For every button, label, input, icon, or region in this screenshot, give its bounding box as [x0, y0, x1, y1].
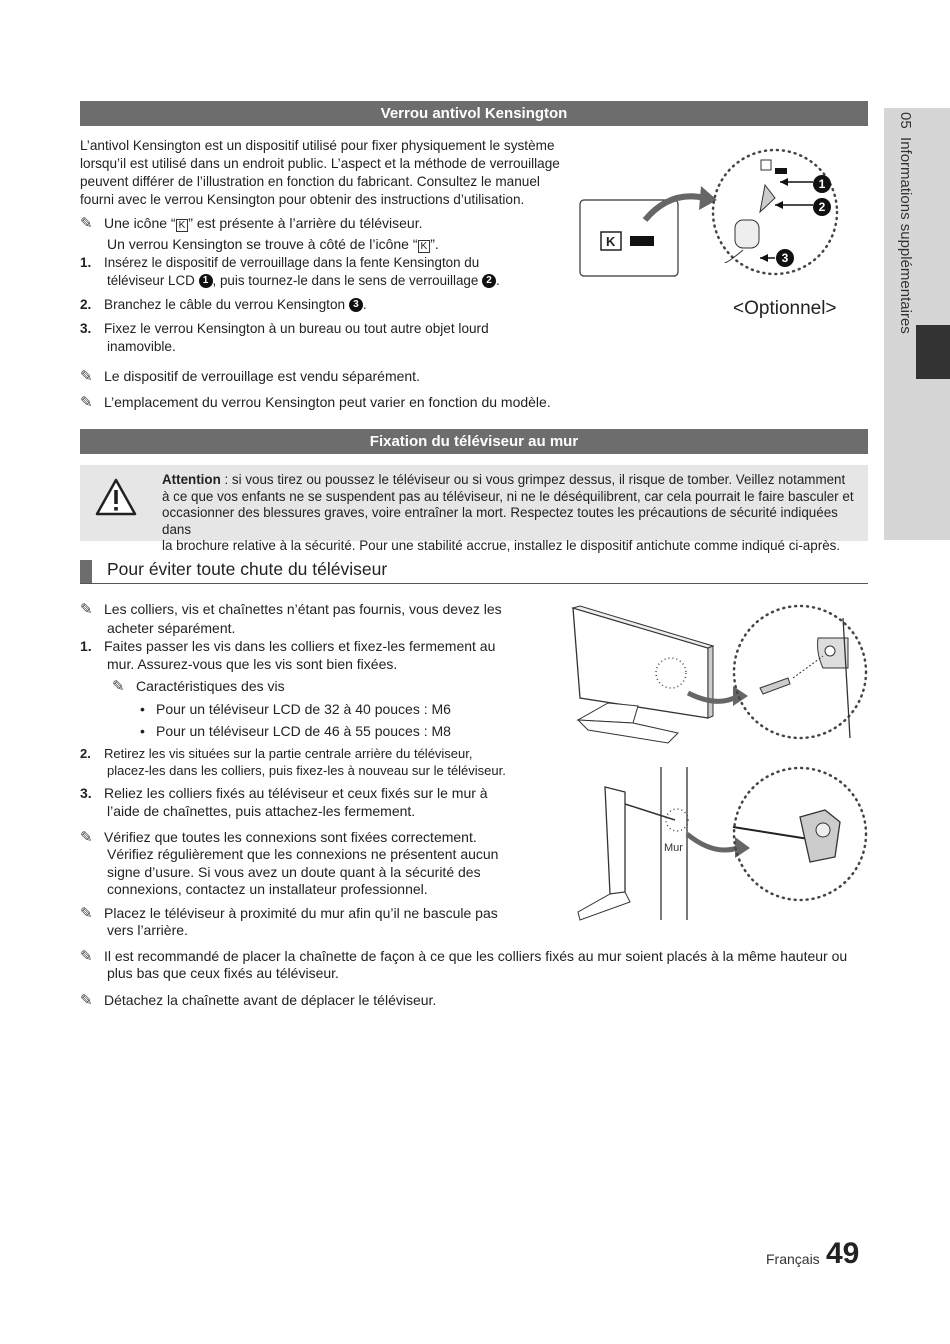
- pencil-note-icon: ✎: [80, 394, 93, 411]
- fall-note-4: ✎ Il est recommandé de placer la chaînette de façon à ce que les colliers fixés au mur soient placés à la même hauteur ou plus bas que ceux fixés au téléviseur.: [80, 948, 848, 982]
- callout-3-icon: 3: [349, 298, 363, 312]
- fall-note-1: ✎ Les colliers, vis et chaînettes n’étant pas fournis, vous devez les acheter séparément.: [80, 601, 502, 636]
- tv-back-illustration: [568, 598, 868, 748]
- wall-label: Mur: [664, 842, 683, 854]
- pencil-note-icon: ✎: [80, 829, 93, 846]
- svg-text:K: K: [606, 234, 616, 249]
- fall-note-2: ✎ Vérifiez que toutes les connexions sont fixées correctement. Vérifiez régulièrement que les connexions ne présentent aucun signe d’usure. Si vous avez un doute quant à la sécurité des connexions, contactez un installateur professionnel.: [80, 829, 499, 897]
- optional-label: <Optionnel>: [733, 298, 837, 319]
- k-lock-icon: K: [176, 219, 189, 232]
- kensington-step-2: 2. Branchez le câble du verrou Kensington 3 .: [80, 297, 367, 312]
- chapter-label: Informations supplémentaires: [897, 137, 914, 334]
- illustration-callout-1: 1: [813, 175, 831, 193]
- subsection-heading: Pour éviter toute chute du téléviseur: [107, 559, 388, 579]
- fall-step-2: 2. Retirez les vis situées sur la partie centrale arrière du téléviseur, placez-les dans les colliers, puis fixez-les à nouveau sur le téléviseur.: [80, 746, 506, 778]
- callout-2-icon: 2: [482, 274, 496, 288]
- fall-step-1: 1. Faites passer les vis dans les colliers et fixez-les fermement au mur. Assurez-vous que les vis sont bien fixées.: [80, 638, 496, 672]
- pencil-note-icon: ✎: [80, 601, 93, 618]
- page-number: 49: [826, 1237, 860, 1270]
- kensington-note-2: ✎ Le dispositif de verrouillage est vendu séparément.: [80, 368, 420, 385]
- bullet-icon: •: [140, 723, 145, 739]
- warning-label: Attention: [162, 472, 221, 487]
- chain-wall-illustration: [575, 762, 870, 922]
- warning-triangle-icon: [94, 477, 138, 517]
- kensington-step-1: 1. Insérez le dispositif de verrouillage dans la fente Kensington du téléviseur LCD 1 , puis tournez-le dans le sens de verrouillage 2 .: [80, 255, 500, 288]
- fall-note-5: ✎ Détachez la chaînette avant de déplacer le téléviseur.: [80, 992, 437, 1009]
- bullet-icon: •: [140, 701, 145, 717]
- illustration-callout-2: 2: [813, 198, 831, 216]
- kensington-note-3: ✎ L’emplacement du verrou Kensington peut varier en fonction du modèle.: [80, 394, 551, 411]
- illustration-callout-3: 3: [776, 249, 794, 267]
- warning-box: [80, 465, 868, 553]
- pencil-note-icon: ✎: [80, 368, 93, 385]
- subsection-rule: [80, 583, 868, 584]
- fall-step-3: 3. Reliez les colliers fixés au téléviseur et ceux fixés sur le mur à l’aide de chaînettes, puis attachez-les fermement.: [80, 785, 488, 819]
- chapter-number: 05: [897, 112, 914, 129]
- kensington-intro: L’antivol Kensington est un dispositif utilisé pour fixer physiquement le système lorsqu’il est utilisé dans un endroit public. L’aspect et la méthode de verrouillage peuvent différer de l’illustration en fonction du fabricant. Consultez le manuel fourni avec le verrou Kensington pour obtenir des instructions d’utilisation.: [80, 138, 560, 207]
- pencil-note-icon: ✎: [80, 992, 93, 1009]
- warning-text: Attention : si vous tirez ou poussez le téléviseur ou si vous grimpez dessus, il risque de tomber. Veillez notamment à ce que vos enfants ne se suspendent pas au téléviseur, ni ne le déséquilibrent, car cela pourrait le faire basculer et occasionner des blessures graves, voire entraîner la mort. Respectez toutes les précautions de sécurité indiquées dans la brochure relative à la sécurité. Pour une stabilité accrue, installez le dispositif antichute comme indiqué ci-après.: [162, 472, 854, 553]
- fall-note-3: ✎ Placez le téléviseur à proximité du mur afin qu’il ne bascule pas vers l’arrière.: [80, 905, 498, 939]
- pencil-note-icon: ✎: [80, 215, 93, 232]
- side-tab-active-marker: [916, 325, 950, 379]
- pencil-note-icon: ✎: [112, 678, 125, 695]
- section-title-kensington: Verrou antivol Kensington: [80, 101, 868, 126]
- pencil-note-icon: ✎: [80, 905, 93, 922]
- screw-spec-1: • Pour un téléviseur LCD de 32 à 40 pouces : M6: [140, 701, 451, 717]
- side-tab-label: [884, 112, 918, 382]
- subsection-heading-marker: [80, 560, 92, 583]
- screw-spec-title: ✎ Caractéristiques des vis: [112, 678, 285, 695]
- kensington-step-3: 3. Fixez le verrou Kensington à un bureau ou tout autre objet lourd inamovible.: [80, 321, 489, 354]
- footer-language: Français: [766, 1251, 820, 1267]
- screw-spec-2: • Pour un téléviseur LCD de 46 à 55 pouces : M8: [140, 723, 451, 739]
- k-lock-icon: K: [418, 240, 431, 253]
- section-title-wall-mount: Fixation du téléviseur au mur: [80, 429, 868, 454]
- callout-1-icon: 1: [199, 274, 213, 288]
- kensington-note-1: ✎ Une icône “ K ” est présente à l’arrière du téléviseur. Un verrou Kensington se trouve à côté de l’icône “ K ”.: [80, 215, 439, 252]
- pencil-note-icon: ✎: [80, 948, 93, 965]
